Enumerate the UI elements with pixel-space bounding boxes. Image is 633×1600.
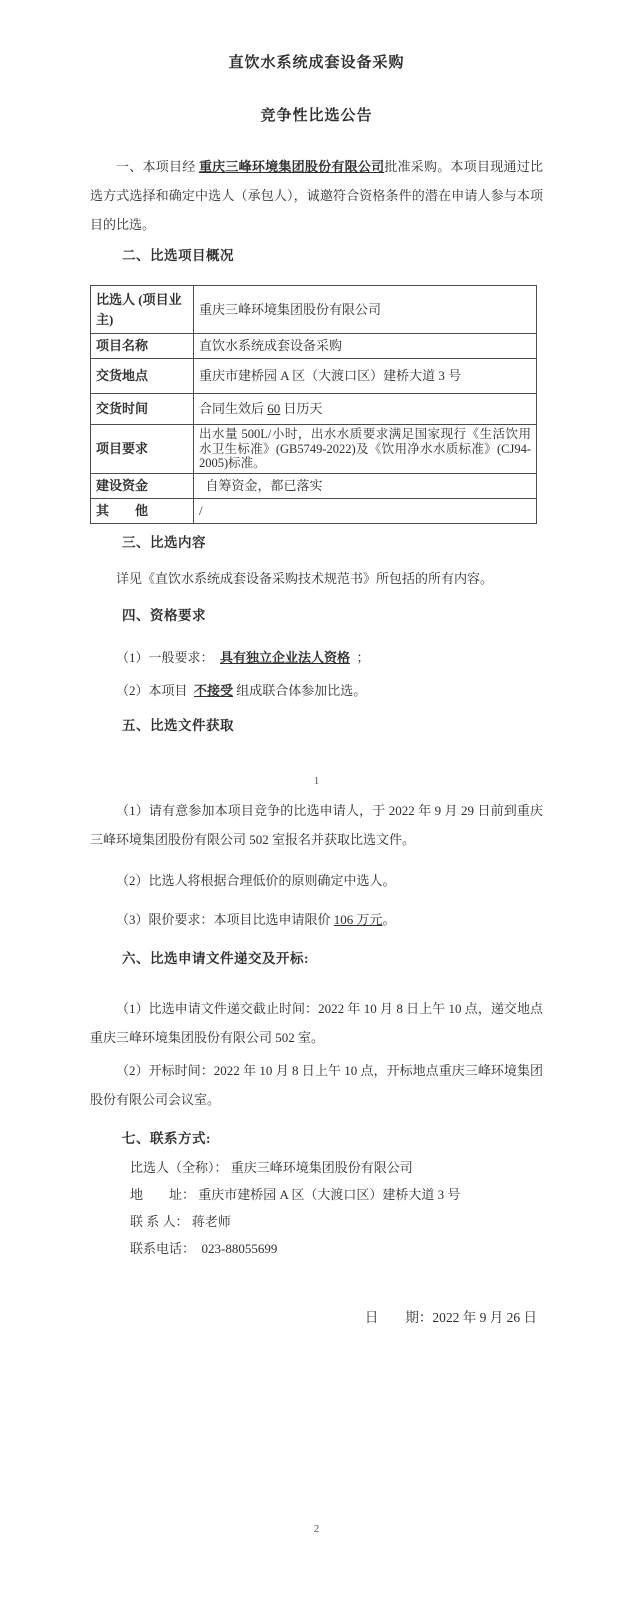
date-line: 日 期：2022 年 9 月 26 日 [364, 1309, 537, 1325]
section3-body: 详见《直饮水系统成套设备采购技术规范书》所包括的所有内容。 [116, 570, 494, 586]
section5-item-3 [90, 905, 543, 934]
table-row-delivery-place [91, 359, 537, 394]
table-label-cell: 交货时间 [91, 394, 194, 425]
section5-item-2: （2）比选人将根据合理低价的原则确定中选人。 [116, 872, 396, 888]
table-label-cell: 项目名称 [91, 334, 194, 359]
table-row-delivery-time [91, 394, 537, 425]
contact-value: 023-88055699 [195, 1240, 278, 1256]
intro-suffix: 批准采购。本项目现通过比选方式选择和确定中选人（承包人），诚邀符合资格条件的潜在申请人参与本项目的比选。 [90, 159, 543, 232]
section5-item-1: （1）请有意参加本项目竞争的比选申请人，于 2022 年 9 月 29 日前到重庆三峰环境集团股份有限公司 502 室报名并获取比选文件。 [90, 802, 543, 847]
contact-label: 地 址： [130, 1186, 196, 1202]
section4-item-2 [90, 676, 543, 705]
page-subtitle: 竞争性比选公告 [260, 108, 373, 124]
table-row-funding [91, 473, 537, 498]
page-number-2: 2 [313, 1523, 320, 1535]
table-row-project-name [91, 334, 537, 359]
table-value-cell: 重庆三峰环境集团股份有限公司 [194, 286, 537, 334]
delivery-time-days: 60 [267, 401, 281, 416]
section7-heading: 七、联系方式: [122, 1130, 211, 1146]
intro-prefix: 一、本项目经 [116, 159, 199, 174]
section6-item-1: （1）比选申请文件递交截止时间：2022 年 10 月 8 日上午 10 点，递交地点重庆三峰环境集团股份有限公司 502 室。 [90, 1000, 543, 1045]
qualification-requirement: 具有独立企业法人资格 [220, 649, 351, 665]
contact-value: 蒋老师 [188, 1213, 231, 1229]
contact-block [90, 1154, 543, 1262]
table-row-bidder [91, 286, 537, 334]
table-label-cell: 项目要求 [91, 425, 194, 474]
section6-item-2: （2）开标时间：2022 年 10 月 8 日上午 10 点，开标地点重庆三峰环境集团股份有限公司会议室。 [90, 1062, 543, 1107]
table-label-cell: 比选人 (项目业主) [91, 286, 194, 334]
table-row-other [91, 498, 537, 523]
section4-item-1 [90, 643, 543, 672]
contact-value: 重庆市建桥园 A 区（大渡口区）建桥大道 3 号 [195, 1186, 461, 1202]
table-value-cell: 重庆市建桥园 A 区（大渡口区）建桥大道 3 号 [194, 359, 537, 394]
intro-company-name: 重庆三峰环境集团股份有限公司 [198, 159, 385, 174]
item-suffix: 组成联合体参加比选。 [233, 682, 367, 698]
item-prefix: （3）限价要求：本项目比选申请限价 [116, 911, 334, 927]
section5-heading: 五、比选文件获取 [122, 717, 234, 733]
page-title: 直饮水系统成套设备采购 [228, 55, 405, 71]
overview-table [90, 285, 537, 524]
contact-label: 联 系 人： [130, 1213, 189, 1229]
section3-heading: 三、比选内容 [122, 534, 206, 550]
item-suffix: ； [350, 649, 370, 665]
contact-value: 重庆三峰环境集团股份有限公司 [227, 1159, 413, 1175]
price-limit: 106 万元 [333, 911, 383, 927]
table-value-cell: / [194, 498, 537, 523]
table-label-cell: 交货地点 [91, 359, 194, 394]
contact-line-address [130, 1181, 543, 1208]
section2-heading: 二、比选项目概况 [122, 248, 234, 263]
intro-paragraph [90, 152, 543, 239]
contact-line-person [130, 1208, 543, 1235]
item-prefix: （2）本项目 [116, 682, 195, 698]
consortium-not-accepted: 不接受 [194, 682, 234, 698]
section4-heading: 四、资格要求 [122, 607, 206, 623]
table-value-cell: 直饮水系统成套设备采购 [194, 334, 537, 359]
delivery-time-suffix: 日历天 [280, 401, 323, 416]
contact-line-phone [130, 1235, 543, 1262]
contact-label: 比选人（全称）： [130, 1159, 228, 1175]
table-row-project-requirements [91, 425, 537, 474]
table-value-cell [194, 394, 537, 425]
item-suffix: 。 [382, 911, 396, 927]
table-value-cell: 出水量 500L/小时，出水水质要求满足国家现行《生活饮用水卫生标准》(GB5749-2022)及《饮用净水水质标准》(CJ94-2005)标准。 [194, 425, 537, 474]
table-value-cell: 自筹资金，都已落实 [194, 473, 537, 498]
table-label-cell: 其 他 [91, 498, 194, 523]
delivery-time-prefix: 合同生效后 [199, 401, 268, 416]
contact-line-bidder [130, 1154, 543, 1181]
table-label-cell: 建设资金 [91, 473, 194, 498]
contact-label: 联系电话： [130, 1240, 196, 1256]
item-prefix: （1）一般要求： [116, 649, 221, 665]
section6-heading: 六、比选申请文件递交及开标: [122, 950, 309, 966]
page-number-1: 1 [313, 774, 320, 787]
